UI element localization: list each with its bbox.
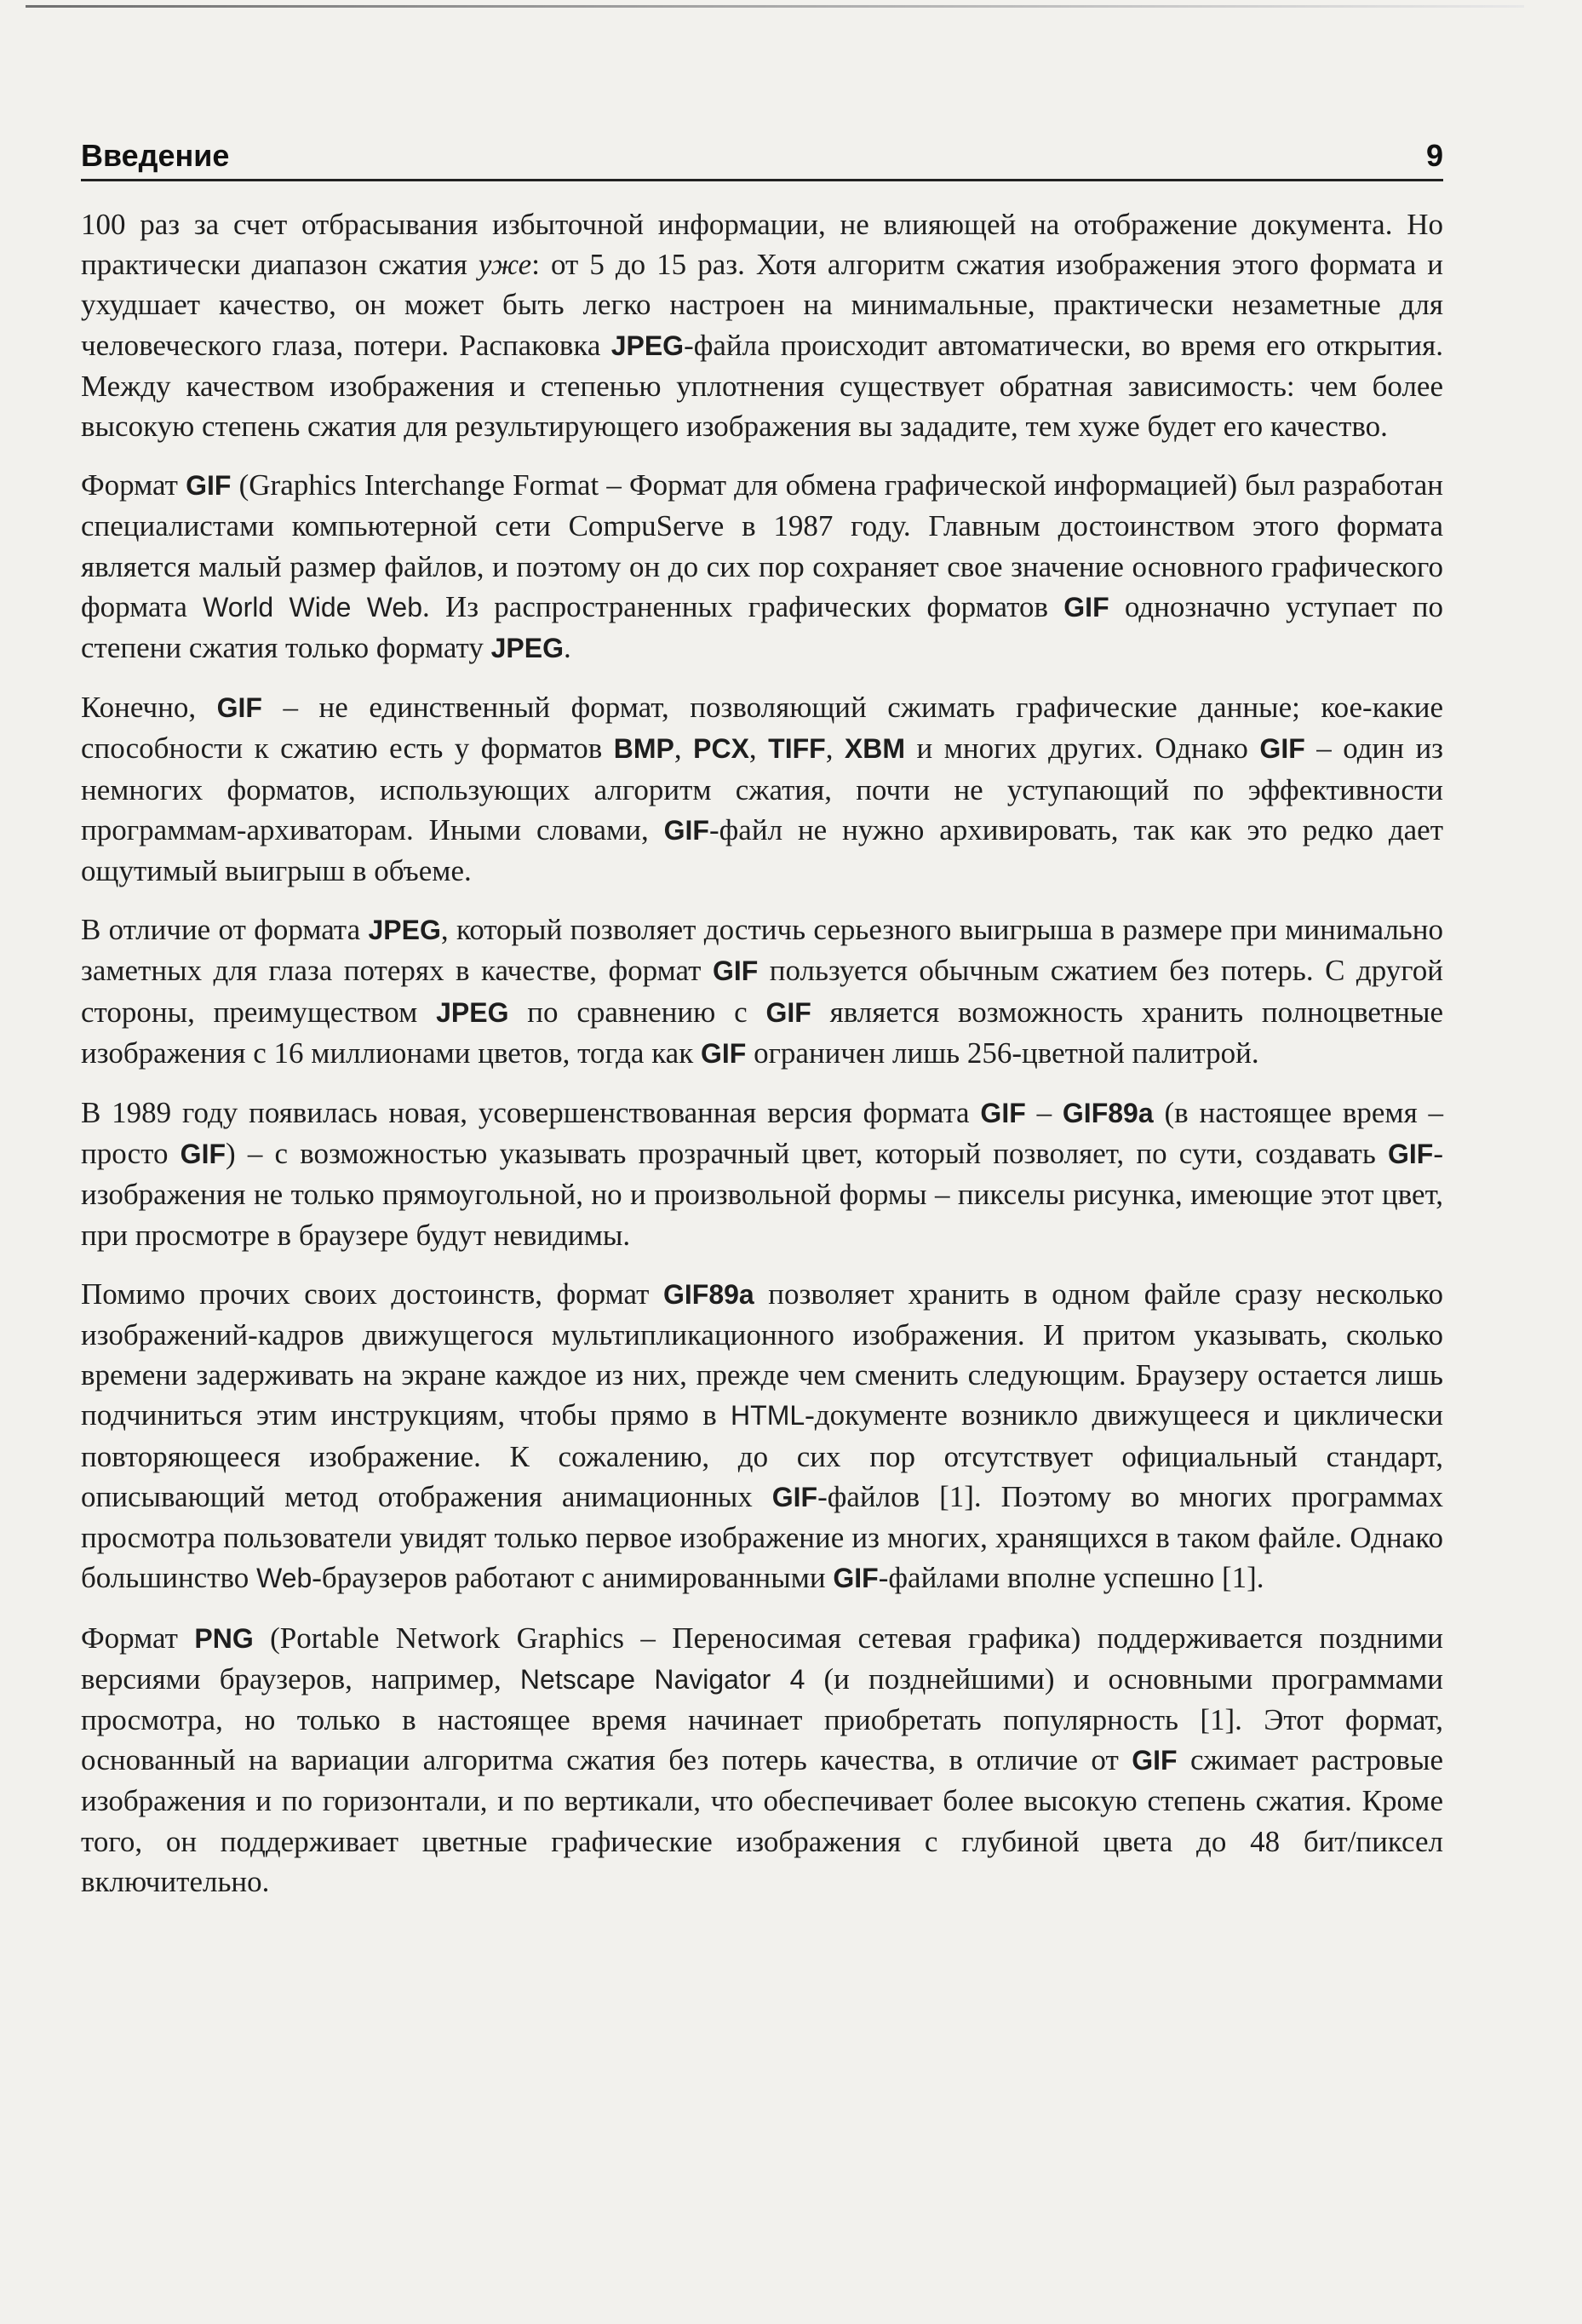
paragraph-text: Конечно, GIF – не единственный формат, позволяющий сжимать графические данные; кое-какие способности к сжатию есть у форматов BMP, PCX, TIFF, XBM и многих других. Однако GIF – один из немногих форматов, использующих алгоритм сжатия, почти не уступающий по эффективности программам-архиваторам. Иными словами, GIF-файл не нужно архивировать, так как это редко дает ощутимый выигрыш в объеме.: [81, 691, 1444, 888]
paragraph-text: В отличие от формата JPEG, который позволяет достичь серьезного выигрыша в размере при минимально заметных для глаза потерях в качестве, формат GIF пользуется обычным сжатием без потерь. С другой стороны, преимуществом JPEG по сравнению с GIF является возможность хранить полноцветные изображения с 16 миллионами цветов, тогда как GIF ограничен лишь 256-цветной палитрой.: [81, 913, 1443, 1070]
running-header: [81, 136, 1443, 181]
paragraph-gif-format: [81, 465, 1443, 669]
paragraph-gif-other-formats: [81, 687, 1443, 891]
paragraph-gif89a: [81, 1093, 1443, 1255]
body-text: [81, 204, 1443, 1920]
paragraph-text: Формат PNG (Portable Network Graphics – Переносимая сетевая графика) поддерживается поздними версиями браузеров, например, Netscape Navigator 4 (и позднейшими) и основными программами просмотра, но только в настоящее время начинает приобретать популярность [1]. Этот формат, основанный на вариации алгоритма сжатия без потерь качества, в отличие от GIF сжимает растровые изображения и по горизонтали, и по вертикали, что обеспечивает более высокую степень сжатия. Кроме того, он поддерживает цветные графические изображения с глубиной цвета до 48 бит/пиксел включительно.: [81, 1621, 1443, 1898]
paragraph-text: 100 раз за счет отбрасывания избыточной информации, не влияющей на отображение документа. Но практически диапазон сжатия уже: от 5 до 15 раз. Хотя алгоритм сжатия изображения этого формата и ухудшает качество, он может быть легко настроен на минимальные, практически незаметные для человеческого глаза, потери. Распаковка JPEG-файла происходит автоматически, во время его открытия. Между качеством изображения и степенью уплотнения существует обратная зависимость: чем более высокую степень сжатия для результирующего изображения вы зададите, тем хуже будет его качество.: [81, 208, 1444, 444]
chapter-title: Введение: [81, 138, 230, 173]
paragraph-png-format: [81, 1618, 1443, 1902]
paragraph-text: Помимо прочих своих достоинств, формат GIF89a позволяет хранить в одном файле сразу несколько изображений-кадров движущегося мультипликационного изображения. И притом указывать, сколько времени задерживать на экране каждое из них, прежде чем сменить следующим. Браузеру остается лишь подчиниться этим инструкциям, чтобы прямо в HTML-документе возникло движущееся и циклически повторяющееся изображение. К сожалению, до сих пор отсутствует официальный стандарт, описывающий метод отображения анимационных GIF-файлов [1]. Поэтому во многих программах просмотра пользователи увидят только первое изображение из многих, хранящихся в таком файле. Однако большинство Web-браузеров работают с анимированными GIF-файлами вполне успешно [1].: [81, 1277, 1444, 1595]
paragraph-text: В 1989 году появилась новая, усовершенствованная версия формата GIF – GIF89a (в настоящее время – просто GIF) – с возможностью указывать прозрачный цвет, который позволяет, по сути, создавать GIF-изображения не только прямоугольной, но и произвольной формы – пикселы рисунка, имеющие этот цвет, при просмотре в браузере будут невидимы.: [81, 1096, 1444, 1252]
page-number: 9: [1425, 138, 1443, 173]
paragraph-gif89a-animation: [81, 1274, 1443, 1599]
paragraph-jpeg-compression: [81, 204, 1443, 446]
paragraph-text: Формат GIF (Graphics Interchange Format – Формат для обмена графической информацией) был разработан специалистами компьютерной сети CompuServe в 1987 году. Главным достоинством этого формата является малый размер файлов, и поэтому он до сих пор сохраняет свое значение основного графического формата World Wide Web. Из распространенных графических форматов GIF однозначно уступает по степени сжатия только формату JPEG.: [81, 468, 1444, 665]
paragraph-jpeg-vs-gif: [81, 910, 1443, 1074]
scan-edge-line: [26, 5, 1524, 8]
